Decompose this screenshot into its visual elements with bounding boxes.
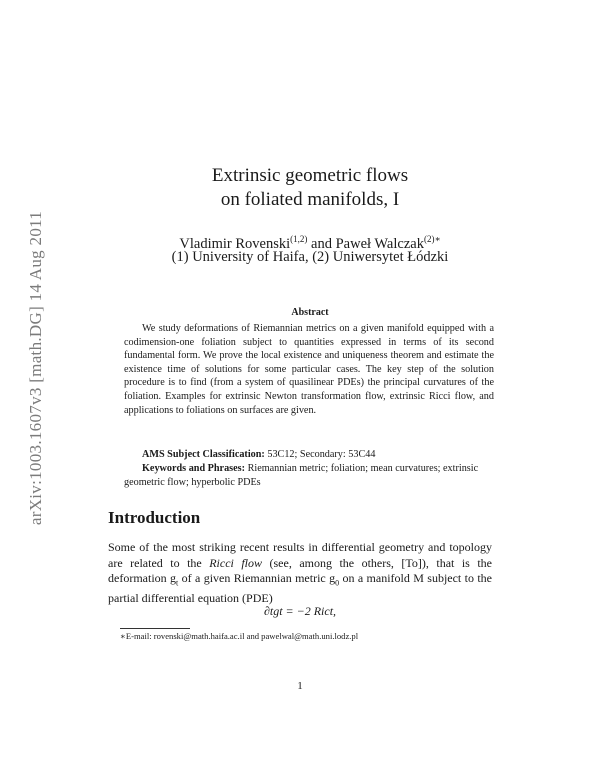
affiliations: (1) University of Haifa, (2) Uniwersytet Łódzki — [171, 249, 449, 265]
keywords-label: Keywords and Phrases: — [142, 463, 246, 474]
ams-classification — [124, 448, 494, 462]
author-2-affiliation-mark: (2)∗ — [423, 234, 441, 244]
keywords — [124, 462, 494, 489]
abstract-heading: Abstract — [291, 307, 329, 318]
author-connector: and — [311, 236, 332, 252]
intro-text-2: (see, among the others, [To]), that is the deformation g — [108, 555, 492, 585]
footnote-email: ∗E-mail: rovenski@math.haifa.ac.il and pawelwal@math.uni.lodz.pl — [120, 631, 359, 641]
paper-title-line-1: Extrinsic geometric flows — [211, 165, 409, 186]
intro-text-1: Some of the most striking recent results in differential geometry and topology are related to the — [108, 540, 492, 570]
ams-classification-value: 53C12; Secondary: 53C44 — [267, 449, 376, 460]
arxiv-stamp: arXiv:1003.1607v3 [math.DG] 14 Aug 2011 — [26, 210, 45, 526]
author-1: Vladimir Rovenski — [179, 236, 291, 252]
intro-text-4: on a manifold M subject to the partial differential equation (PDE) — [108, 571, 493, 605]
abstract-body: We study deformations of Riemannian metrics on a given manifold equipped with a codimension-one foliation subject to quantities expressed in terms of its second fundamental form. We prove the local existence and uniqueness theorem and estimate the existence time of solutions for some particular cases. The key step of the solution procedure is to find (from a system of quasilinear PDEs) the principal curvatures of the foliation. Examples for extrinsic Newton transformation flow, extrinsic Ricci flow, and applications to foliations on surfaces are given. — [124, 323, 494, 416]
intro-subscript-0: 0 — [335, 578, 340, 588]
footnote-rule — [120, 628, 190, 629]
ams-classification-label: AMS Subject Classification: — [142, 449, 265, 460]
equation-ricci-flow: ∂tgt = −2 Rict, — [263, 604, 337, 618]
author-2: Paweł Walczak — [335, 236, 424, 252]
intro-text-3: of a given Riemannian metric g — [178, 571, 336, 585]
section-heading-introduction: Introduction — [108, 508, 201, 527]
page-number: 1 — [297, 680, 303, 692]
keywords-value: Riemannian metric; foliation; mean curvatures; extrinsic geometric flow; hyperbolic PDEs — [124, 463, 479, 488]
author-1-affiliation-mark: (1,2) — [290, 234, 308, 244]
paper-title-line-2: on foliated manifolds, I — [220, 189, 400, 210]
introduction-paragraph — [108, 540, 492, 606]
intro-italic-ricci-flow: Ricci flow — [209, 555, 263, 570]
intro-subscript-t: t — [176, 578, 179, 588]
